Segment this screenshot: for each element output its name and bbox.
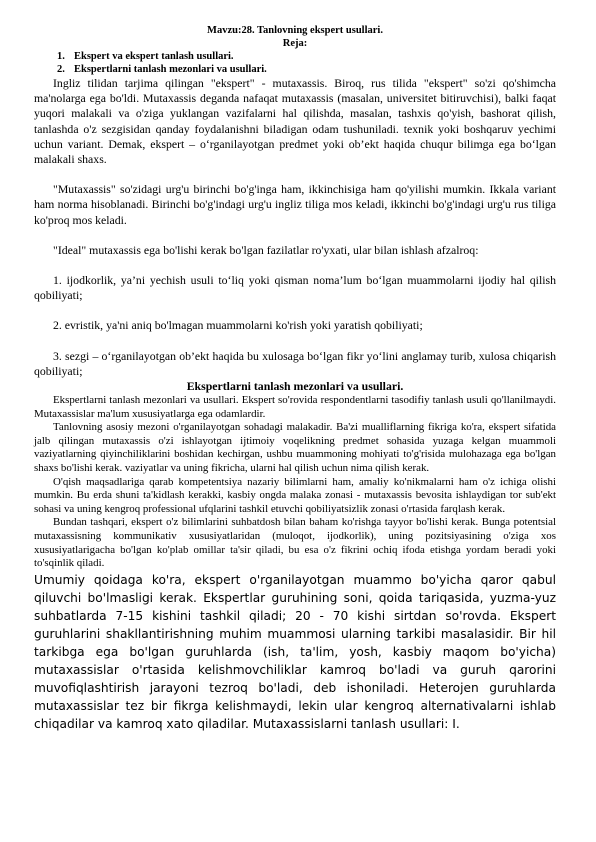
paragraph-expert-definition: Ingliz tilidan tarjima qilingan "ekspert" - mutaxassis. Biroq, rus tilida "ekspert" so'zi qo'shimcha ma'nolarga ega bo'ldi. Mutaxassis deganda nafaqat mutaxassis (masalan, universitet bitiruvchisi), balki faqat yuqori malakali va o'ziga yuklangan vazifalarni hal qilishda, masalan, tashxis qo'yish, bashorat qilish, tanlashda o'z sezgisidan qanday foydalanishni biladigan odam tushuniladi. texnik yoki boshqaruv yechimi uchun variant. Demak, ekspert – o‘rganilayotgan predmet yoki ob’ekt haqida chuqur bilimga ega bo‘lgan malakali shaxs. [34,76,556,167]
paragraph-quality-2: 2. evristik, ya'ni aniq bo'lmagan muammolarni ko'rish yoki yaratish qobiliyati; [53,318,423,333]
plan-item [57,63,556,76]
paragraph-quality-1: 1. ijodkorlik, ya’ni yechish usuli to‘liq yoki qisman noma’lum bo‘lgan muammolarni ijodiy hal qilish qobiliyati; [34,273,556,303]
plan-item-number: 2. [57,64,65,75]
paragraph-knowledge: O'qish maqsadlariga qarab kompetentsiya nazariy bilimlarni ham, amaliy ko'nikmalarni ham o'z ichiga olishi mumkin. Bu erda shuni ta'kidlash kerakki, kasbiy ongda malaka zonasi - mutaxassis bevosita ishlaydigan tor sub'ekt sohasi va uning kengroq professional ufqlarini tashkil etuvchi qobiliyatsizlik zonasi o'rtasida farqlash kerak. [34,475,556,515]
plan-list [34,50,556,76]
spacer [34,258,556,273]
section-heading: Ekspertlarni tanlash mezonlari va usullari. [186,379,404,394]
plan-label: Reja: [282,38,308,49]
paragraph-group-composition: Umumiy qoidaga ko'ra, ekspert o'rganilayotgan muammo bo'yicha qaror qabul qiluvchi bo'lmasligi kerak. Ekspertlar guruhining soni, qoida tariqasida, yuzma-yuz suhbatlarda 7-15 kishini tashkil qiladi; 20 - 70 kishi sirtdan so'rovda. Ekspert guruhlarini shakllantirishning muhim muammosi ularning tarkibi masalasidir. Bir hil tarkibga ega bo'lgan guruhlarda (ish, ta'lim, yosh, kasbiy maqom bo'yicha) mutaxassislar o'rtasida kelishmovchiliklar kamroq bo'ladi va guruh qarorini muvofiqlashtirish jarayoni tezroq bo'ladi, deb ishoniladi. Heterojen guruhlarda mutaxassislar tez bir fikrga kelishmaydi, lekin ular kengroq alternativalarni ishlab chiqadilar va kamroq xato qiladilar. Mutaxassislarni tanlash usullari: I. [34,572,556,731]
plan-item-number: 1. [57,51,65,62]
plan-item [57,50,556,63]
paragraph-willingness: Bundan tashqari, ekspert o'z bilimlarini suhbatdosh bilan baham ko'rishga tayyor bo'lishi kerak. Bunga potentsial mutaxassisning kommunikativ xususiyatlaridan (muloqot, ijodkorlik), uning pozitsiyasining o'ziga xos xususiyatlarigacha bo'lgan ko'plab omillar ta'sir qiladi, bu esa o'z fikrini ochiq ifoda etishga yordam beradi yoki to'sqinlik qiladi. [34,516,556,570]
spacer [34,334,556,349]
paragraph-competence: Tanlovning asosiy mezoni o'rganilayotgan sohadagi malakadir. Ba'zi mualliflarning fikriga ko'ra, ekspert sifatida jalb qilingan mutaxassis o'zi ishlayotgan ijtimoiy voqelikning predmet sohasida yuzaga kelgan muammoli vaziyatlarning qiyinchiliklarini boshidan kechirgan, ushbu muammoning mohiyati to'g'risida mulohazaga ega bo'lgan shaxs bo'lishi kerak. vaziyatlar va uning fikricha, ularni hal qilish uchun nima qilish kerak. [34,421,556,475]
paragraph-stress: "Mutaxassis" so'zidagi urg'u birinchi bo'g'inga ham, ikkinchisiga ham qo'yilishi mumkin. Ikkala variant ham norma hisoblanadi. Birinchi bo'g'indagi urg'u ingliz tiliga mos keladi, ikkinchi bo'g'indagi urg'u rus tiliga ko'proq mos keladi. [34,182,556,227]
spacer [34,167,556,182]
paragraph-ideal-qualities: "Ideal" mutaxassis ega bo'lishi kerak bo'lgan fazilatlar ro'yxati, ular bilan ishlash afzalroq: [53,242,479,257]
plan-item-text: Ekspert va ekspert tanlash usullari. [74,51,234,62]
section-body [34,394,556,571]
spacer [34,303,556,318]
plan-item-text: Ekspertlarni tanlash mezonlari va usullari. [74,64,267,75]
paragraph-quality-3: 3. sezgi – o‘rganilayotgan ob’ekt haqida bu xulosaga bo‘lgan fikr yo‘lini anglamay turib, xulosa chiqarish qobiliyati; [34,348,556,378]
paragraph-selection-intro: Ekspertlarni tanlash mezonlari va usullari. Ekspert so'rovida respondentlarni tasodifiy tanlash usuli qo'llanilmaydi. Mutaxassislar ma'lum xususiyatlarga ega odamlardir. [34,394,556,420]
section-body-sans [34,571,556,733]
topic-title: Mavzu:28. Tanlovning ekspert usullari. [207,25,383,36]
spacer [34,228,556,243]
